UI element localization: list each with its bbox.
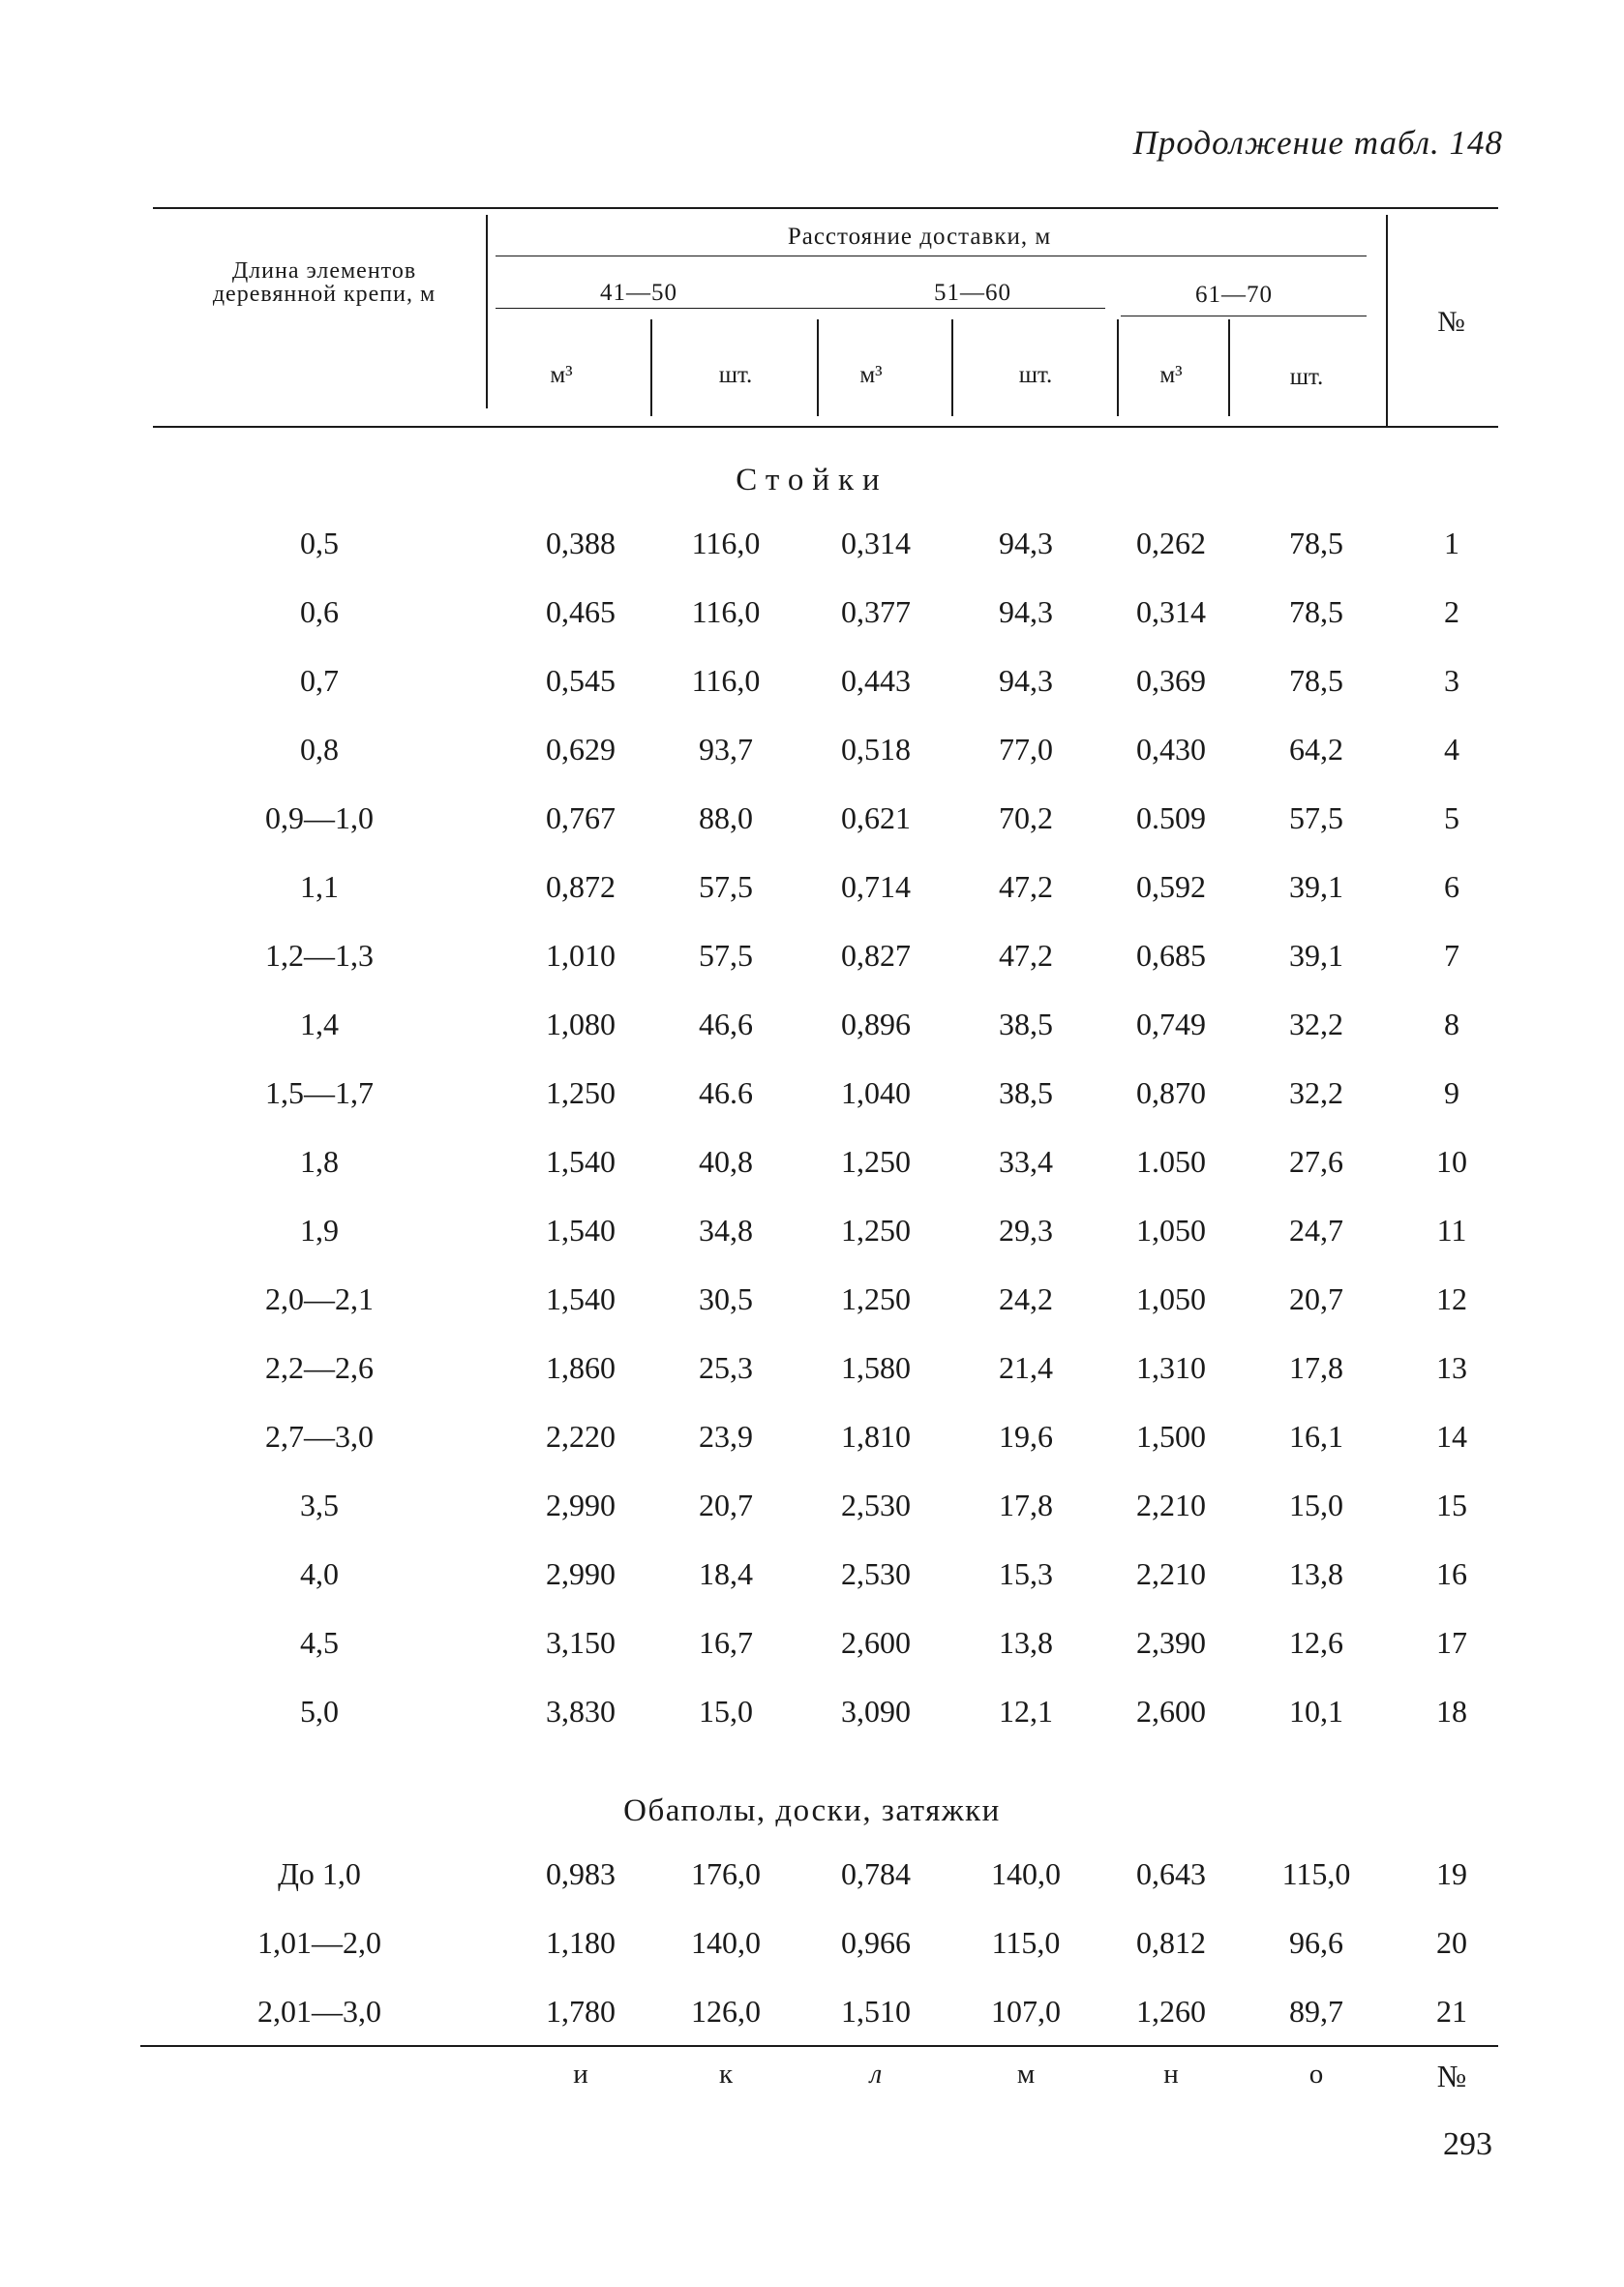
table-row: [0, 1144, 1624, 1198]
table-row: [0, 869, 1624, 923]
header-left-divider: [486, 215, 488, 408]
section-title-boards: Обаполы, доски, затяжки: [623, 1793, 1001, 1828]
pieces-41-50-cell: 23,9: [699, 1419, 753, 1454]
row-number-cell: 10: [1436, 1144, 1467, 1179]
volume-61-70-cell: 1,310: [1136, 1350, 1206, 1385]
pieces-41-50-cell: 57,5: [699, 938, 753, 973]
volume-41-50-cell: 1,780: [546, 1994, 616, 2029]
pieces-61-70-cell: 15,0: [1289, 1488, 1343, 1522]
volume-61-70-cell: 2,210: [1136, 1556, 1206, 1591]
column-letter: н: [1163, 2059, 1179, 2090]
volume-51-60-cell: 0,443: [841, 663, 911, 698]
length-cell: 5,0: [300, 1694, 339, 1729]
volume-61-70-cell: 1,260: [1136, 1994, 1206, 2029]
table-row: [0, 732, 1624, 786]
unit-divider-2: [817, 319, 819, 416]
volume-51-60-cell: 3,090: [841, 1694, 911, 1729]
volume-51-60-cell: 1,510: [841, 1994, 911, 2029]
table-row: [0, 1694, 1624, 1748]
unit-pcs-1: шт.: [718, 362, 753, 388]
distance-group-title: Расстояние доставки, м: [787, 224, 1052, 250]
volume-41-50-cell: 1,010: [546, 938, 616, 973]
volume-61-70-cell: 0,870: [1136, 1075, 1206, 1110]
row-number-cell: 20: [1436, 1925, 1467, 1960]
volume-51-60-cell: 2,530: [841, 1488, 911, 1522]
pieces-51-60-cell: 115,0: [991, 1925, 1061, 1960]
pieces-61-70-cell: 12,6: [1289, 1625, 1343, 1660]
page-heading: Продолжение табл. 148: [1132, 124, 1503, 162]
volume-41-50-cell: 3,830: [546, 1694, 616, 1729]
volume-51-60-cell: 1,810: [841, 1419, 911, 1454]
unit-pcs-2: шт.: [1018, 362, 1053, 388]
table-row: [0, 1625, 1624, 1679]
range-header-41-50: 41—50: [600, 280, 677, 306]
column-letter: м: [1016, 2059, 1036, 2090]
length-cell: 0,5: [300, 526, 339, 560]
row-number-cell: 9: [1444, 1075, 1459, 1110]
unit-divider-3: [951, 319, 953, 416]
pieces-51-60-cell: 13,8: [999, 1625, 1053, 1660]
row-number-cell: 21: [1436, 1994, 1467, 2029]
volume-51-60-cell: 0,314: [841, 526, 911, 560]
volume-51-60-cell: 1,250: [841, 1144, 911, 1179]
volume-51-60-cell: 0,827: [841, 938, 911, 973]
table-row: [0, 938, 1624, 992]
volume-41-50-cell: 1,860: [546, 1350, 616, 1385]
volume-61-70-cell: 0,592: [1136, 869, 1206, 904]
volume-51-60-cell: 1,250: [841, 1281, 911, 1316]
volume-41-50-cell: 2,990: [546, 1488, 616, 1522]
unit-divider-5: [1228, 319, 1230, 416]
length-cell: 1,4: [300, 1007, 339, 1041]
volume-61-70-cell: 0,812: [1136, 1925, 1206, 1960]
unit-m3-1: м³: [550, 362, 573, 388]
length-cell: 4,5: [300, 1625, 339, 1660]
volume-41-50-cell: 0,629: [546, 732, 616, 767]
row-number-cell: 18: [1436, 1694, 1467, 1729]
unit-m3-2: м³: [859, 362, 883, 388]
length-cell: 2,01—3,0: [257, 1994, 381, 2029]
pieces-61-70-cell: 10,1: [1289, 1694, 1343, 1729]
row-number-cell: 15: [1436, 1488, 1467, 1522]
pieces-51-60-cell: 77,0: [999, 732, 1053, 767]
unit-m3-3: м³: [1159, 362, 1183, 388]
pieces-51-60-cell: 29,3: [999, 1213, 1053, 1248]
table-row: [0, 1925, 1624, 1979]
pieces-51-60-cell: 33,4: [999, 1144, 1053, 1179]
pieces-41-50-cell: 176,0: [691, 1856, 761, 1891]
pieces-41-50-cell: 18,4: [699, 1556, 753, 1591]
volume-61-70-cell: 1,050: [1136, 1281, 1206, 1316]
table-row: [0, 526, 1624, 580]
pieces-61-70-cell: 32,2: [1289, 1007, 1343, 1041]
pieces-51-60-cell: 94,3: [999, 594, 1053, 629]
volume-41-50-cell: 1,540: [546, 1213, 616, 1248]
pieces-41-50-cell: 20,7: [699, 1488, 753, 1522]
column-letter: л: [869, 2059, 883, 2090]
length-cell: 1,01—2,0: [257, 1925, 381, 1960]
pieces-41-50-cell: 30,5: [699, 1281, 753, 1316]
table-bottom-rule: [140, 2045, 1498, 2047]
pieces-51-60-cell: 38,5: [999, 1007, 1053, 1041]
volume-61-70-cell: 1.050: [1136, 1144, 1206, 1179]
pieces-61-70-cell: 78,5: [1289, 526, 1343, 560]
table-row: [0, 1281, 1624, 1336]
pieces-61-70-cell: 39,1: [1289, 869, 1343, 904]
row-number-cell: 14: [1436, 1419, 1467, 1454]
table-row: [0, 1419, 1624, 1473]
pieces-51-60-cell: 38,5: [999, 1075, 1053, 1110]
pieces-51-60-cell: 70,2: [999, 800, 1053, 835]
table-row: [0, 1556, 1624, 1610]
pieces-41-50-cell: 116,0: [691, 663, 761, 698]
volume-61-70-cell: 2,600: [1136, 1694, 1206, 1729]
pieces-41-50-cell: 34,8: [699, 1213, 753, 1248]
volume-61-70-cell: 0,643: [1136, 1856, 1206, 1891]
length-cell: 1,5—1,7: [265, 1075, 374, 1110]
column-letter: №: [1436, 2059, 1467, 2093]
volume-61-70-cell: 1,500: [1136, 1419, 1206, 1454]
table-row: [0, 1994, 1624, 2048]
pieces-61-70-cell: 32,2: [1289, 1075, 1343, 1110]
row-number-cell: 17: [1436, 1625, 1467, 1660]
pieces-41-50-cell: 126,0: [691, 1994, 761, 2029]
volume-41-50-cell: 2,990: [546, 1556, 616, 1591]
pieces-51-60-cell: 47,2: [999, 869, 1053, 904]
unit-pcs-3: шт.: [1289, 364, 1324, 390]
volume-51-60-cell: 2,600: [841, 1625, 911, 1660]
length-cell: 2,7—3,0: [265, 1419, 374, 1454]
length-cell: 1,8: [300, 1144, 339, 1179]
volume-51-60-cell: 1,040: [841, 1075, 911, 1110]
row-number-cell: 4: [1444, 732, 1459, 767]
pieces-61-70-cell: 13,8: [1289, 1556, 1343, 1591]
pieces-61-70-cell: 20,7: [1289, 1281, 1343, 1316]
pieces-51-60-cell: 140,0: [991, 1856, 1061, 1891]
volume-51-60-cell: 0,621: [841, 800, 911, 835]
table-top-rule: [153, 207, 1498, 209]
pieces-61-70-cell: 39,1: [1289, 938, 1343, 973]
volume-41-50-cell: 1,540: [546, 1281, 616, 1316]
pieces-51-60-cell: 17,8: [999, 1488, 1053, 1522]
pieces-51-60-cell: 19,6: [999, 1419, 1053, 1454]
pieces-51-60-cell: 47,2: [999, 938, 1053, 973]
unit-divider-1: [650, 319, 652, 416]
pieces-41-50-cell: 116,0: [691, 526, 761, 560]
volume-51-60-cell: 1,250: [841, 1213, 911, 1248]
volume-41-50-cell: 0,388: [546, 526, 616, 560]
length-cell: 0,8: [300, 732, 339, 767]
pieces-41-50-cell: 15,0: [699, 1694, 753, 1729]
pieces-51-60-cell: 107,0: [991, 1994, 1061, 2029]
volume-41-50-cell: 1,080: [546, 1007, 616, 1041]
volume-61-70-cell: 0,262: [1136, 526, 1206, 560]
column-letters-row: [0, 2059, 1624, 2097]
pieces-41-50-cell: 116,0: [691, 594, 761, 629]
row-number-cell: 3: [1444, 663, 1459, 698]
row-number-cell: 6: [1444, 869, 1459, 904]
volume-41-50-cell: 0,983: [546, 1856, 616, 1891]
volume-41-50-cell: 1,250: [546, 1075, 616, 1110]
row-number-cell: 11: [1436, 1213, 1467, 1248]
table-row: [0, 1350, 1624, 1404]
pieces-61-70-cell: 24,7: [1289, 1213, 1343, 1248]
volume-41-50-cell: 0,465: [546, 594, 616, 629]
pieces-61-70-cell: 115,0: [1281, 1856, 1351, 1891]
length-cell: 2,0—2,1: [265, 1281, 374, 1316]
row-number-cell: 2: [1444, 594, 1459, 629]
volume-51-60-cell: 0,784: [841, 1856, 911, 1891]
page-number: 293: [1443, 2126, 1492, 2162]
volume-61-70-cell: 2,390: [1136, 1625, 1206, 1660]
table-row: [0, 800, 1624, 855]
pieces-41-50-cell: 140,0: [691, 1925, 761, 1960]
row-number-cell: 19: [1436, 1856, 1467, 1891]
volume-51-60-cell: 1,580: [841, 1350, 911, 1385]
pieces-51-60-cell: 94,3: [999, 526, 1053, 560]
pieces-61-70-cell: 78,5: [1289, 594, 1343, 629]
length-cell: 1,9: [300, 1213, 339, 1248]
volume-41-50-cell: 1,180: [546, 1925, 616, 1960]
table-row: [0, 1075, 1624, 1129]
volume-51-60-cell: 0,896: [841, 1007, 911, 1041]
table-row: [0, 594, 1624, 648]
length-cell: До 1,0: [278, 1856, 361, 1891]
length-cell: 1,2—1,3: [265, 938, 374, 973]
row-number-cell: 7: [1444, 938, 1459, 973]
row-label-header: Длина элементов деревянной крепи, м: [212, 258, 436, 307]
volume-41-50-cell: 0,767: [546, 800, 616, 835]
length-cell: 4,0: [300, 1556, 339, 1591]
volume-61-70-cell: 2,210: [1136, 1488, 1206, 1522]
pieces-51-60-cell: 15,3: [999, 1556, 1053, 1591]
pieces-61-70-cell: 96,6: [1289, 1925, 1343, 1960]
volume-41-50-cell: 0,872: [546, 869, 616, 904]
volume-61-70-cell: 0,430: [1136, 732, 1206, 767]
table-row: [0, 1007, 1624, 1061]
length-cell: 3,5: [300, 1488, 339, 1522]
pieces-61-70-cell: 27,6: [1289, 1144, 1343, 1179]
volume-41-50-cell: 2,220: [546, 1419, 616, 1454]
volume-41-50-cell: 0,545: [546, 663, 616, 698]
pieces-61-70-cell: 16,1: [1289, 1419, 1343, 1454]
pieces-61-70-cell: 57,5: [1289, 800, 1343, 835]
pieces-41-50-cell: 46,6: [699, 1007, 753, 1041]
length-cell: 0,9—1,0: [265, 800, 374, 835]
column-letter: о: [1308, 2059, 1324, 2090]
pieces-51-60-cell: 24,2: [999, 1281, 1053, 1316]
row-number-cell: 5: [1444, 800, 1459, 835]
pieces-41-50-cell: 88,0: [699, 800, 753, 835]
volume-61-70-cell: 0,369: [1136, 663, 1206, 698]
pieces-41-50-cell: 16,7: [699, 1625, 753, 1660]
length-cell: 0,6: [300, 594, 339, 629]
volume-51-60-cell: 0,966: [841, 1925, 911, 1960]
range-header-51-60: 51—60: [934, 280, 1011, 306]
table-row: [0, 1488, 1624, 1542]
row-number-cell: 1: [1444, 526, 1459, 560]
section-title-props: Стойки: [736, 463, 888, 497]
pieces-41-50-cell: 57,5: [699, 869, 753, 904]
length-cell: 0,7: [300, 663, 339, 698]
pieces-61-70-cell: 78,5: [1289, 663, 1343, 698]
range-rule-1: [496, 308, 1105, 309]
table-row: [0, 1856, 1624, 1911]
pieces-41-50-cell: 93,7: [699, 732, 753, 767]
header-right-divider: [1386, 215, 1388, 426]
column-letter: к: [718, 2059, 734, 2090]
row-number-cell: 8: [1444, 1007, 1459, 1041]
range-header-61-70: 61—70: [1195, 282, 1273, 308]
volume-41-50-cell: 1,540: [546, 1144, 616, 1179]
volume-51-60-cell: 0,518: [841, 732, 911, 767]
volume-61-70-cell: 0,314: [1136, 594, 1206, 629]
length-cell: 2,2—2,6: [265, 1350, 374, 1385]
column-letter: и: [573, 2059, 588, 2090]
pieces-51-60-cell: 12,1: [999, 1694, 1053, 1729]
number-column-header: №: [1437, 306, 1466, 338]
pieces-51-60-cell: 21,4: [999, 1350, 1053, 1385]
pieces-41-50-cell: 25,3: [699, 1350, 753, 1385]
volume-61-70-cell: 0,685: [1136, 938, 1206, 973]
length-cell: 1,1: [300, 869, 339, 904]
volume-61-70-cell: 1,050: [1136, 1213, 1206, 1248]
table-row: [0, 663, 1624, 717]
pieces-51-60-cell: 94,3: [999, 663, 1053, 698]
volume-61-70-cell: 0.509: [1136, 800, 1206, 835]
pieces-61-70-cell: 17,8: [1289, 1350, 1343, 1385]
table-row: [0, 1213, 1624, 1267]
row-number-cell: 13: [1436, 1350, 1467, 1385]
volume-51-60-cell: 0,714: [841, 869, 911, 904]
unit-divider-4: [1117, 319, 1119, 416]
pieces-61-70-cell: 64,2: [1289, 732, 1343, 767]
pieces-41-50-cell: 40,8: [699, 1144, 753, 1179]
volume-51-60-cell: 2,530: [841, 1556, 911, 1591]
header-bottom-rule: [153, 426, 1498, 428]
pieces-61-70-cell: 89,7: [1289, 1994, 1343, 2029]
row-number-cell: 16: [1436, 1556, 1467, 1591]
volume-51-60-cell: 0,377: [841, 594, 911, 629]
row-number-cell: 12: [1436, 1281, 1467, 1316]
pieces-41-50-cell: 46.6: [699, 1075, 753, 1110]
volume-41-50-cell: 3,150: [546, 1625, 616, 1660]
volume-61-70-cell: 0,749: [1136, 1007, 1206, 1041]
